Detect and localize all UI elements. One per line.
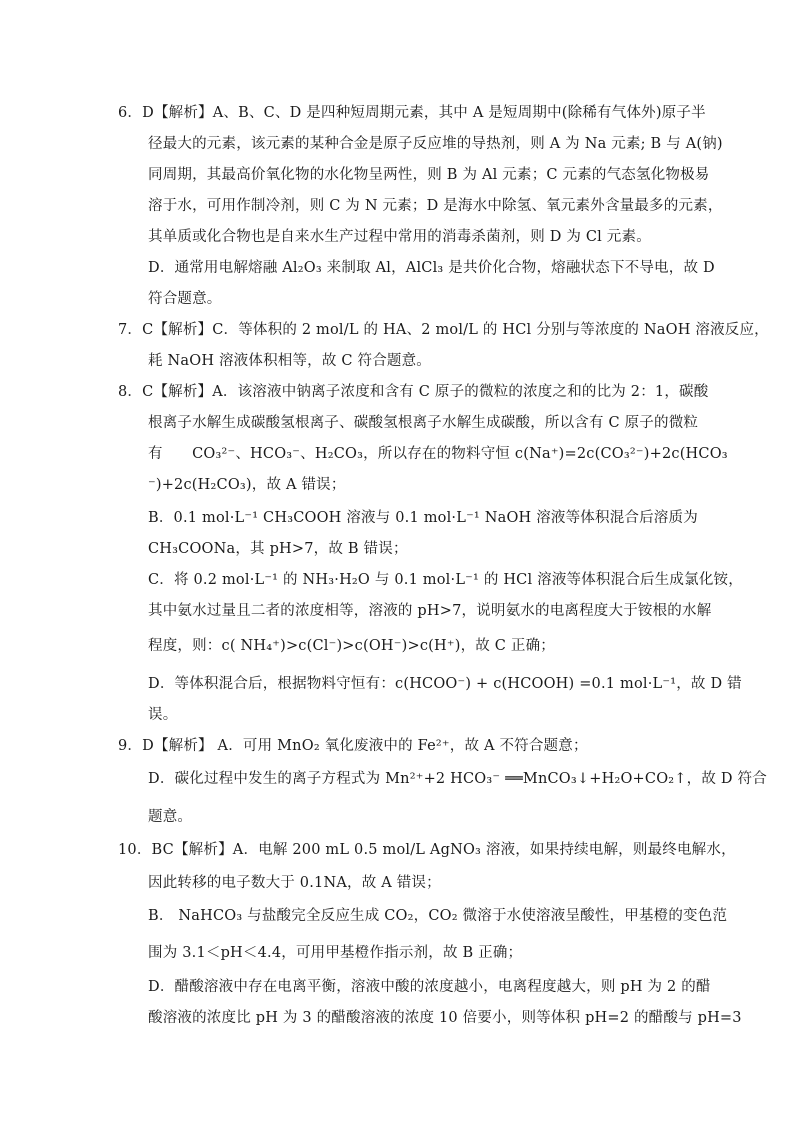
q8-b-line-1: B．0.1 mol·L⁻¹ CH₃COOH 溶液与 0.1 mol·L⁻¹ NaOH 溶液等体积混合后溶质为 bbox=[148, 510, 698, 526]
q9-d-line-2: 题意。 bbox=[148, 809, 193, 825]
q9-line-1: 9．D【解析】 A．可用 MnO₂ 氧化废液中的 Fe²⁺，故 A 不符合题意； bbox=[118, 738, 588, 754]
q8-b-line-2: CH₃COONa，其 pH>7，故 B 错误； bbox=[148, 541, 408, 557]
q6-d-line-2: 符合题意。 bbox=[148, 291, 222, 307]
q8-line-3: 有 CO₃²⁻、HCO₃⁻、H₂CO₃，所以存在的物料守恒 c(Na⁺)=2c(CO₃²⁻)+2c(HCO₃ bbox=[148, 446, 728, 462]
q6-line-4: 溶于水，可用作制冷剂，则 C 为 N 元素；D 是海水中除氢、氧元素外含量最多的元素， bbox=[148, 198, 723, 214]
q8-d-line-2: 误。 bbox=[148, 707, 178, 723]
q6-line-5: 其单质或化合物也是自来水生产过程中常用的消毒杀菌剂，则 D 为 Cl 元素。 bbox=[148, 229, 651, 245]
q8-c-line-1: C．将 0.2 mol·L⁻¹ 的 NH₃·H₂O 与 0.1 mol·L⁻¹ 的 HCl 溶液等体积混合后生成氯化铵， bbox=[148, 572, 743, 588]
q6-line-1: 6．D【解析】A、B、C、D 是四种短周期元素，其中 A 是短周期中(除稀有气体外)原子半 bbox=[118, 105, 706, 121]
q8-c-line-2: 其中氨水过量且二者的浓度相等，溶液的 pH>7，说明氨水的电离程度大于铵根的水解 bbox=[148, 603, 712, 619]
q10-d-line-1: D．醋酸溶液中存在电离平衡，溶液中酸的浓度越小，电离程度越大，则 pH 为 2 的醋 bbox=[148, 979, 711, 995]
q9-d-line-1: D．碳化过程中发生的离子方程式为 Mn²⁺+2 HCO₃⁻ ══MnCO₃↓+H₂O+CO₂↑，故 D 符合 bbox=[148, 771, 767, 787]
q10-line-1: 10．BC【解析】A．电解 200 mL 0.5 mol/L AgNO₃ 溶液，如果持续电解，则最终电解水， bbox=[118, 842, 736, 858]
q8-d-line-1: D．等体积混合后，根据物料守恒有：c(HCOO⁻) + c(HCOOH) =0.1 mol·L⁻¹，故 D 错 bbox=[148, 676, 742, 692]
q8-line-1: 8．C【解析】A．该溶液中钠离子浓度和含有 C 原子的微粒的浓度之和的比为 2：1，碳酸 bbox=[118, 384, 709, 400]
q7-line-1: 7．C【解析】C．等体积的 2 mol/L 的 HA、2 mol/L 的 HCl 分别与等浓度的 NaOH 溶液反应， bbox=[118, 322, 769, 338]
q10-d-line-2: 酸溶液的浓度比 pH 为 3 的醋酸溶液的浓度 10 倍要小，则等体积 pH=2 的醋酸与 pH=3 bbox=[148, 1010, 742, 1026]
q6-line-3: 同周期，其最高价氧化物的水化物呈两性，则 B 为 Al 元素；C 元素的气态氢化物极易 bbox=[148, 167, 710, 183]
q8-line-2: 根离子水解生成碳酸氢根离子、碳酸氢根离子水解生成碳酸，所以含有 C 原子的微粒 bbox=[148, 415, 699, 431]
q6-d-line-1: D．通常用电解熔融 Al₂O₃ 来制取 Al，AlCl₃ 是共价化合物，熔融状态下不导电，故 D bbox=[148, 260, 715, 276]
q10-b-line-2: 围为 3.1＜pH＜4.4，可用甲基橙作指示剂，故 B 正确； bbox=[148, 945, 523, 961]
q8-c-line-3: 程度，则：c( NH₄⁺)>c(Cl⁻)>c(OH⁻)>c(H⁺)，故 C 正确； bbox=[148, 638, 555, 654]
q7-line-2: 耗 NaOH 溶液体积相等，故 C 符合题意。 bbox=[148, 353, 431, 369]
q8-line-4: ⁻)+2c(H₂CO₃)，故 A 错误； bbox=[148, 477, 346, 493]
q10-line-2: 因此转移的电子数大于 0.1NA，故 A 错误； bbox=[148, 875, 441, 891]
q6-line-2: 径最大的元素，该元素的某种合金是原子反应堆的导热剂，则 A 为 Na 元素; B 与 A(钠) bbox=[148, 136, 723, 152]
q10-b-line-1: B． NaHCO₃ 与盐酸完全反应生成 CO₂，CO₂ 微溶于水使溶液呈酸性，甲基橙的变色范 bbox=[148, 908, 728, 924]
